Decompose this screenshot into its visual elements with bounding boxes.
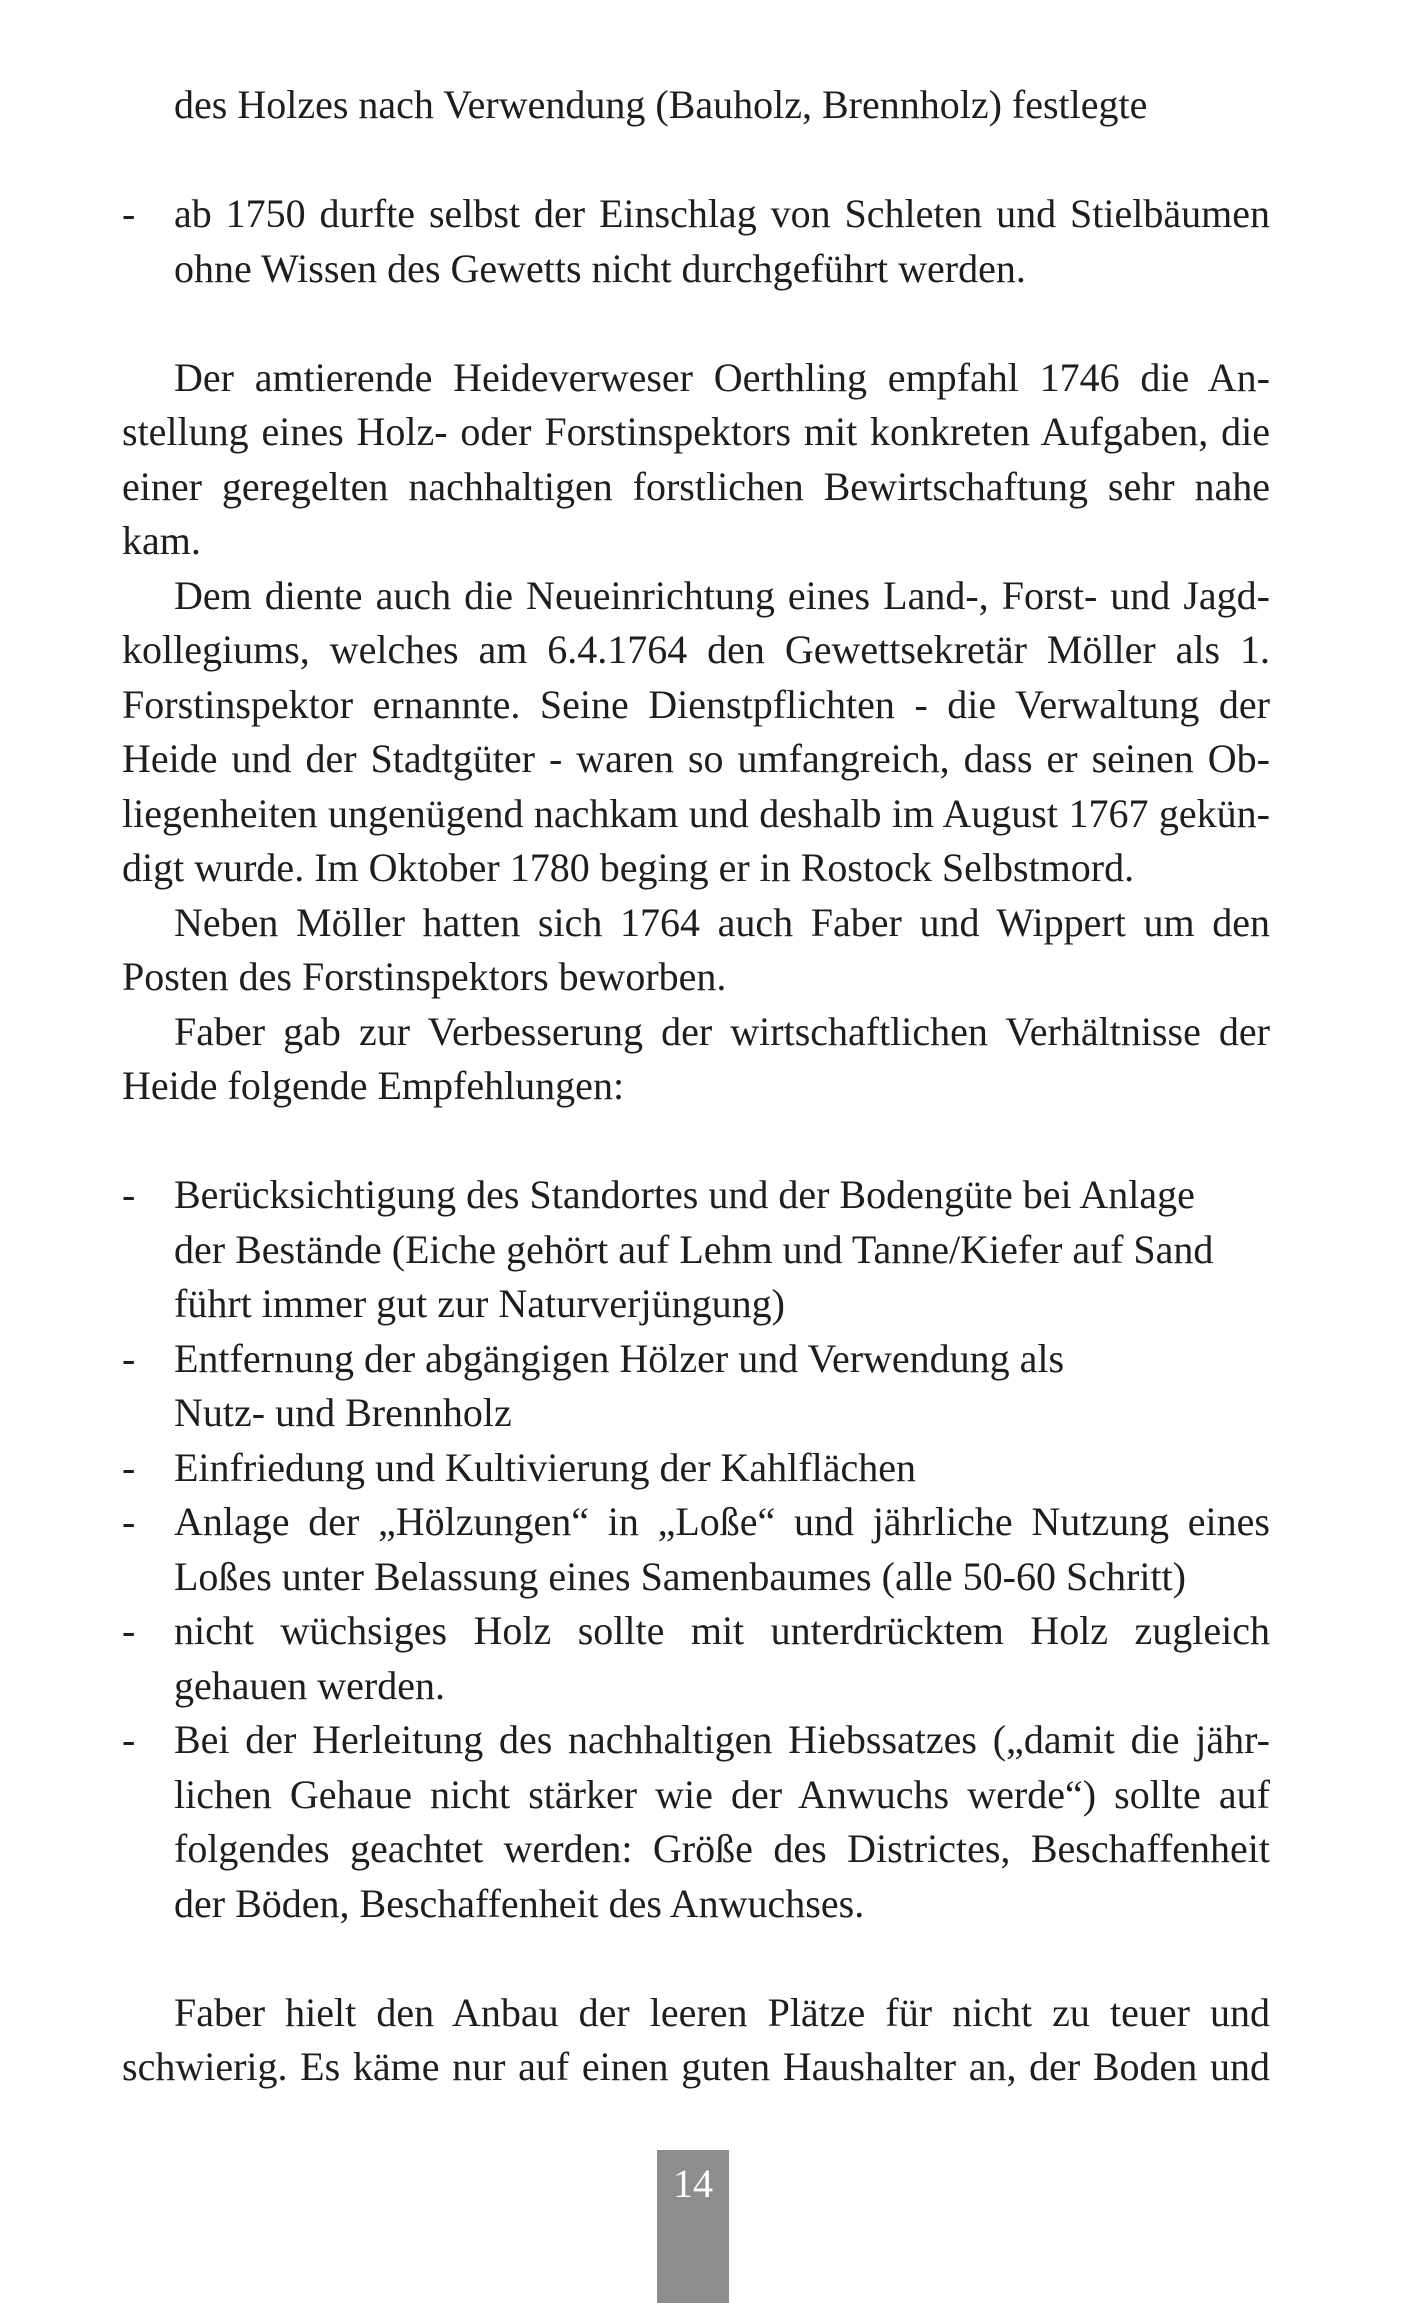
text-line: schwierig. Es käme nur auf einen guten Haushalter an, der Boden und [122,2044,1270,2089]
text-line: Posten des Forstinspektors beworben. [122,954,727,999]
list-item [122,1332,1270,1441]
text-line: Anlage der „Hölzungen“ in „Loße“ und jährliche Nutzung eines [174,1499,1270,1544]
list-item [122,1604,1270,1713]
text-line: Dem diente auch die Neueinrichtung eines Land-, Forst- und Jagd- [174,572,1270,618]
text-line: der Bestände (Eiche gehört auf Lehm und Tanne/Kiefer auf Sand [174,1226,1214,1272]
list-item [122,1168,1270,1332]
text-line: Loßes unter Belassung eines Samenbaumes (alle 50-60 Schritt) [174,1553,1186,1599]
text-line: nicht wüchsiges Holz sollte mit unterdrücktem Holz zugleich [174,1608,1270,1653]
text-line: Nutz- und Brennholz [174,1390,512,1435]
list-dash: - [122,1717,136,1762]
text-line: kam. [122,518,201,563]
list-dash: - [122,1444,136,1490]
paragraph [122,351,1270,569]
text-line: Faber hielt den Anbau der leeren Plätze für nicht zu teuer und [174,1989,1270,2035]
list-dash: - [122,1335,136,1381]
text-line: Der amtierende Heideverweser Oerthling empfahl 1746 die An- [174,354,1270,400]
text-line: folgendes geachtet werden: Größe des Districtes, Beschaffenheit [174,1826,1270,1871]
text-line: stellung eines Holz- oder Forstinspektors mit konkreten Aufgaben, die [122,409,1270,454]
text-line: Bei der Herleitung des nachhaltigen Hiebssatzes („damit die jähr- [174,1717,1270,1762]
text-line: Heide folgende Empfehlungen: [122,1063,625,1108]
paragraph [122,569,1270,896]
page-body [122,78,1270,2095]
text-line: Entfernung der abgängigen Hölzer und Verwendung als [174,1335,1065,1381]
page-number: 14 [673,2161,713,2206]
text-line: Heide und der Stadtgüter - waren so umfangreich, dass er seinen Ob- [122,736,1270,781]
list-item [122,1713,1270,1931]
recommendations-list [122,1168,1270,1931]
page-number-tab [657,2150,729,2303]
paragraph [122,896,1270,1005]
text-line: Neben Möller hatten sich 1764 auch Faber und Wippert um den [174,899,1270,945]
text-line: Faber gab zur Verbesserung der wirtschaftlichen Verhältnisse der [174,1008,1270,1054]
paragraph [122,1005,1270,1114]
text-line: liegenheiten ungenügend nachkam und deshalb im August 1767 gekün- [122,790,1270,836]
text-line: ohne Wissen des Gewetts nicht durchgeführt werden. [174,245,1026,291]
text-line: des Holzes nach Verwendung (Bauholz, Brennholz) festlegte [174,82,1148,127]
list-item [122,1441,1270,1496]
text-line: der Böden, Beschaffenheit des Anwuchses. [174,1880,865,1926]
list-dash: - [122,191,136,236]
list-dash: - [122,1608,136,1653]
text-line: digt wurde. Im Oktober 1780 beging er in Rostock Selbstmord. [122,845,1135,890]
list-item [122,1495,1270,1604]
text-line: Forstinspektor ernannte. Seine Dienstpflichten - die Verwaltung der [122,681,1270,727]
intro-continuation [122,78,1270,133]
list-dash: - [122,1499,136,1544]
text-line: ab 1750 durfte selbst der Einschlag von Schleten und Stielbäumen [174,191,1270,236]
paragraph [122,1986,1270,2095]
list-item [122,187,1270,296]
text-line: kollegiums, welches am 6.4.1764 den Gewettsekretär Möller als 1. [122,627,1270,672]
text-line: lichen Gehaue nicht stärker wie der Anwuchs werde“) sollte auf [174,1771,1270,1817]
text-line: führt immer gut zur Naturverjüngung) [174,1281,785,1326]
text-line: gehauen werden. [174,1662,445,1708]
text-line: einer geregelten nachhaltigen forstlichen Bewirtschaftung sehr nahe [122,463,1270,509]
text-line: Berücksichtigung des Standortes und der Bodengüte bei Anlage [174,1172,1195,1217]
list-dash: - [122,1172,136,1217]
text-line: Einfriedung und Kultivierung der Kahlflächen [174,1444,916,1490]
